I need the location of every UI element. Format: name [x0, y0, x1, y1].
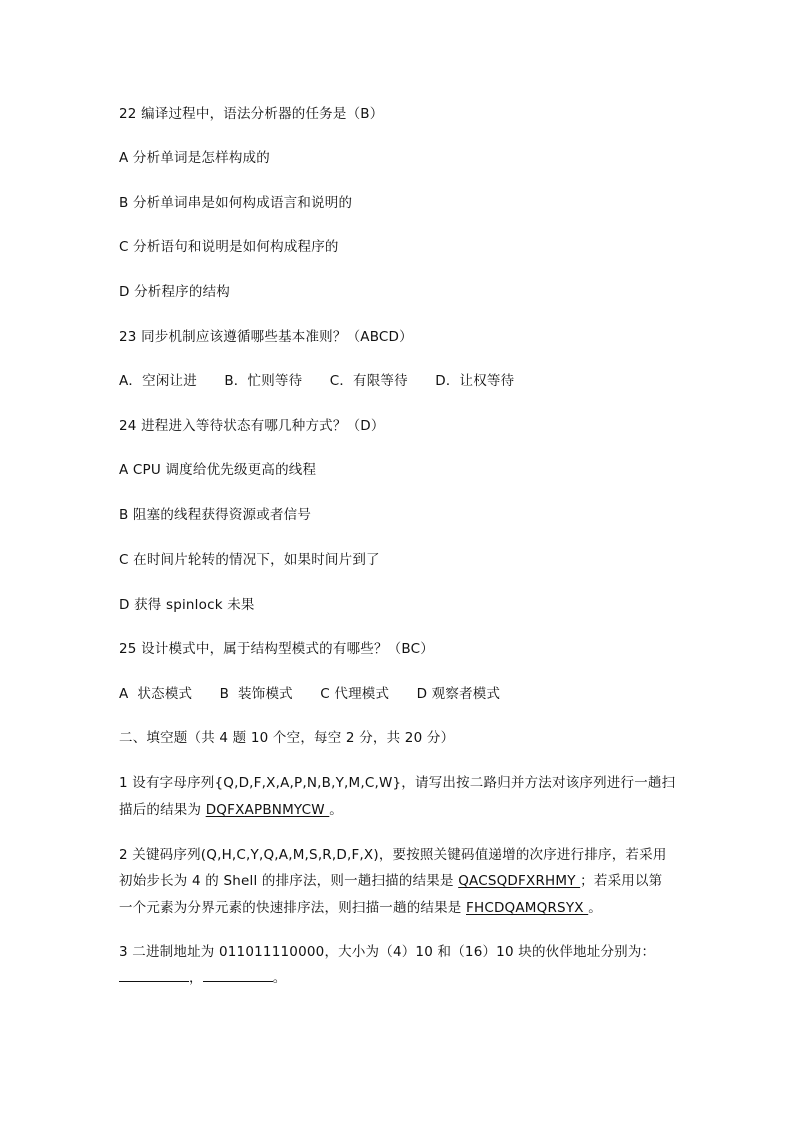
q22-option-d: D 分析程序的结构: [119, 284, 230, 300]
q24-option-d: D 获得 spinlock 未果: [119, 597, 255, 613]
fill1-line2: [119, 801, 343, 819]
fill1-suffix: 。: [329, 802, 343, 818]
q22-option-b: B 分析单词串是如何构成语言和说明的: [119, 195, 353, 211]
fill1-prefix: 描后的结果为: [119, 802, 206, 818]
fill2-suffix: ；若采用以第: [580, 873, 663, 889]
q23-options: A．空闲让进 B．忙则等待 C．有限等待 D．让权等待: [119, 373, 515, 389]
fill3-line1: 3 二进制地址为 011011110000，大小为（4）10 和（16）10 块的伙伴地址分别为：: [119, 944, 656, 960]
fill3-line2: [119, 969, 286, 987]
q24-option-b: B 阻塞的线程获得资源或者信号: [119, 507, 312, 523]
fill1-line1: 1 设有字母序列{Q,D,F,X,A,P,N,B,Y,M,C,W}，请写出按二路归并方法对该序列进行一趟扫: [119, 775, 676, 791]
fill2-line2: [119, 872, 662, 890]
q22-option-a: A 分析单词是怎样构成的: [119, 150, 270, 166]
fill1-answer: DQFXAPBNMYCW: [205, 802, 330, 818]
q25-stem: 25 设计模式中，属于结构型模式的有哪些？（BC）: [119, 641, 434, 657]
fill2-line3: [119, 899, 602, 917]
fill3-blank-1[interactable]: [119, 969, 189, 982]
fill2-prefix: 初始步长为 4 的 Shell 的排序法，则一趟扫描的结果是: [119, 873, 459, 889]
fill2-answer-1: QACSQDFXRHMY: [458, 873, 581, 889]
fill3-separator: ，: [189, 970, 203, 986]
section-heading: 二、填空题（共 4 题 10 个空，每空 2 分，共 20 分）: [119, 730, 455, 746]
q25-options: A 状态模式 B 装饰模式 C 代理模式 D 观察者模式: [119, 686, 501, 702]
fill2-line1: 2 关键码序列(Q,H,C,Y,Q,A,M,S,R,D,F,X)，要按照关键码值递增的次序进行排序，若采用: [119, 847, 667, 863]
q23-stem: 23 同步机制应该遵循哪些基本准则？（ABCD）: [119, 329, 413, 345]
q24-stem: 24 进程进入等待状态有哪几种方式？（D）: [119, 418, 385, 434]
fill2-suffix-2: 。: [588, 900, 602, 916]
fill2-answer-2: FHCDQAMQRSYX: [466, 900, 589, 916]
fill2-prefix-2: 一个元素为分界元素的快速排序法，则扫描一趟的结果是: [119, 900, 466, 916]
fill3-blank-2[interactable]: [203, 969, 273, 982]
q24-option-a: A CPU 调度给优先级更高的线程: [119, 462, 317, 478]
q22-stem: 22 编译过程中，语法分析器的任务是（B）: [119, 106, 384, 122]
q22-option-c: C 分析语句和说明是如何构成程序的: [119, 239, 339, 255]
fill3-end: 。: [272, 970, 287, 986]
q24-option-c: C 在时间片轮转的情况下，如果时间片到了: [119, 552, 380, 568]
